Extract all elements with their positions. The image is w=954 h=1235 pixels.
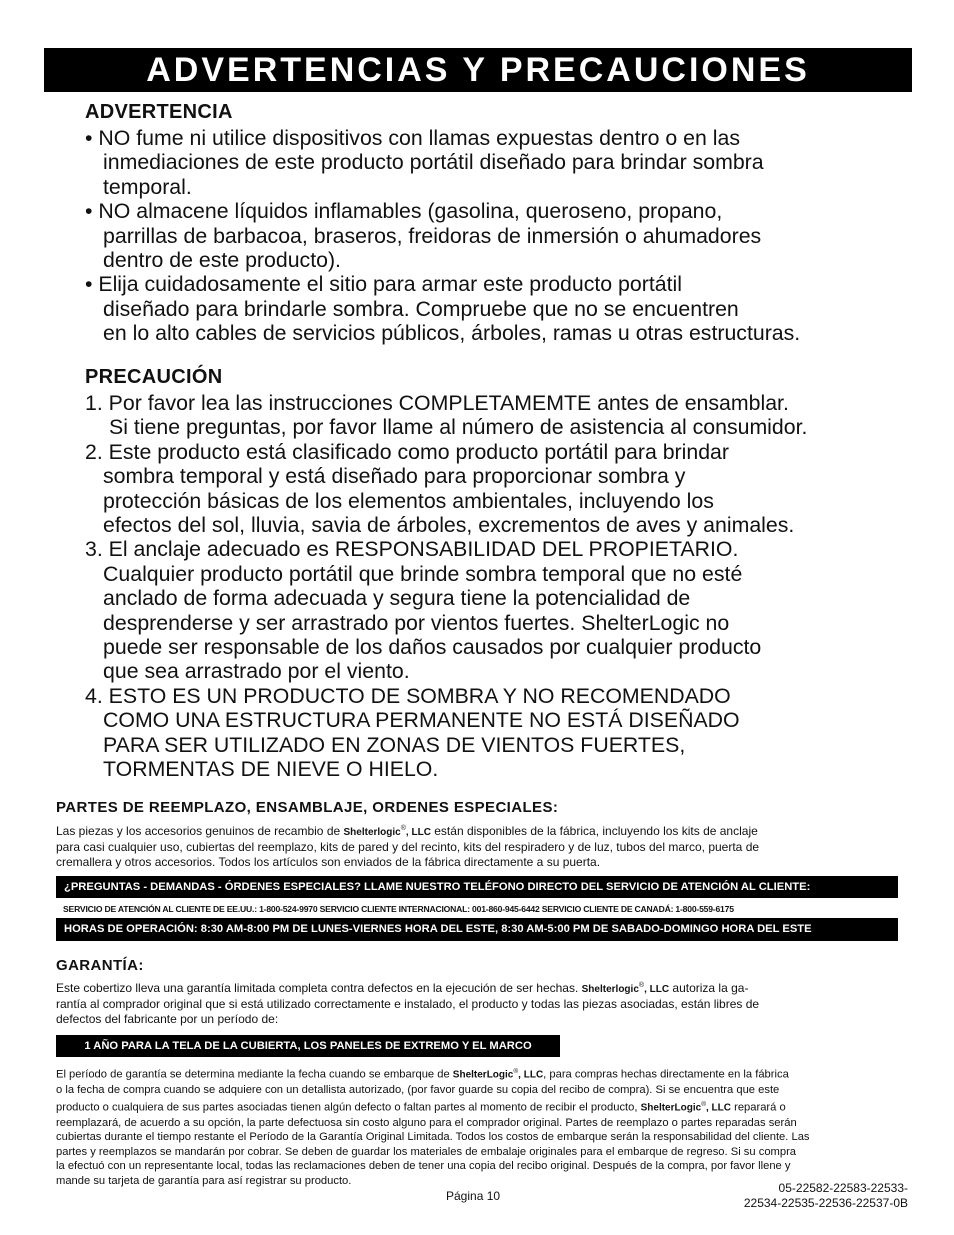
garantia-line: Este cobertizo lleva una garantía limitada completa contra defectos en la ejecución de ser hechas. Shelterlogic®, LLC autoriza la ga- xyxy=(56,981,749,995)
precaucion-list xyxy=(85,391,807,782)
garantia-heading: GARANTÍA: xyxy=(56,957,144,974)
precaucion-line: Cualquier producto portátil que brinde sombra temporal que no esté xyxy=(103,561,743,586)
product-code xyxy=(744,1181,908,1211)
precaucion-line: COMO UNA ESTRUCTURA PERMANENTE NO ESTÁ DISEÑADO xyxy=(103,708,740,733)
policy-line: mande su tarjeta de garantía para así registrar su producto. xyxy=(56,1174,352,1187)
precaucion-line: TORMENTAS DE NIEVE O HIELO. xyxy=(103,757,439,782)
service-phones: SERVICIO DE ATENCIÓN AL CLIENTE DE EE.UU.: 1-800-524-9970 SERVICIO CLIENTE INTERNACIONAL: 001-860-945-6442 SERVICIO CLIENTE DE CANADÁ: 1-800-559-6175 xyxy=(63,904,734,914)
precaucion-line: puede ser responsable de los daños causados por cualquier producto xyxy=(103,635,762,660)
page-banner: ADVERTENCIAS Y PRECAUCIONES xyxy=(44,48,912,92)
advertencia-heading: ADVERTENCIA xyxy=(85,101,233,123)
advertencia-line: temporal. xyxy=(103,174,192,199)
hours-bar: HORAS DE OPERACIÓN: 8:30 AM-8:00 PM DE LUNES-VIERNES HORA DEL ESTE, 8:30 AM-5:00 PM DE SABADO-DOMINGO HORA DEL ESTE xyxy=(56,918,898,941)
questions-bar: ¿PREGUNTAS - DEMANDAS - ÓRDENES ESPECIALES? LLAME NUESTRO TELÉFONO DIRECTO DEL SERVICIO DE ATENCIÓN AL CLIENTE: xyxy=(56,876,898,898)
warranty-term-bar: 1 AÑO PARA LA TELA DE LA CUBIERTA, LOS PANELES DE EXTREMO Y EL MARCO xyxy=(56,1035,560,1057)
advertencia-line: inmediaciones de este producto portátil diseñado para brindar sombra xyxy=(103,150,764,175)
advertencia-list xyxy=(85,126,800,346)
precaucion-line: efectos del sol, lluvia, savia de árboles, excrementos de aves y animales. xyxy=(103,513,795,538)
product-code-line: 22534-22535-22536-22537-0B xyxy=(743,1196,908,1210)
advertencia-line: • NO fume ni utilice dispositivos con llamas expuestas dentro o en las xyxy=(85,126,740,150)
partes-heading: PARTES DE REEMPLAZO, ENSAMBLAJE, ORDENES ESPECIALES: xyxy=(56,799,559,816)
advertencia-line: • NO almacene líquidos inflamables (gasolina, queroseno, propano, xyxy=(85,199,723,224)
partes-line: cremallera y otros accesorios. Todos los artículos son enviados de la fábrica directamente a su puerta. xyxy=(56,855,601,869)
advertencia-line: diseñado para brindarle sombra. Compruebe que no se encuentren xyxy=(103,296,739,321)
partes-paragraph xyxy=(56,821,896,870)
precaucion-line: anclado de forma adecuada y segura tiene la potencialidad de xyxy=(103,586,691,611)
precaucion-line: sombra temporal y está diseñado para proporcionar sombra y xyxy=(103,464,686,489)
product-code-line: 05-22582-22583-22533- xyxy=(778,1181,908,1195)
precaucion-line: PARA SER UTILIZADO EN ZONAS DE VIENTOS FUERTES, xyxy=(103,732,686,757)
page-number: Página 10 xyxy=(446,1189,501,1203)
garantia-line: rantía al comprador original que si está utilizado correctamente e instalado, el producto y todas las piezas asociadas, están libres de xyxy=(56,997,760,1011)
policy-line: El período de garantía se determina mediante la fecha cuando se embarque de ShelterLogic®, LLC, para compras hechas directamente en la fábrica xyxy=(56,1068,789,1081)
policy-line: producto o cualquiera de sus partes asociadas tienen algún defecto o faltan partes al momento de recibir el producto, ShelterLogic®, LLC reparará o xyxy=(56,1100,786,1114)
partes-line: Las piezas y los accesorios genuinos de recambio de Shelterlogic®, LLC están disponibles de la fábrica, incluyendo los kits de anclaje xyxy=(56,824,758,838)
policy-line: o la fecha de compra cuando se adquiere con un detallista autorizado, (por favor guarde su copia del recibo de compra). Si se encuentra que este xyxy=(56,1084,780,1097)
advertencia-line: en lo alto cables de servicios públicos, árboles, ramas u otras estructuras. xyxy=(103,321,801,346)
precaucion-line: desprenderse y ser arrastrado por vientos fuertes. ShelterLogic no xyxy=(103,610,730,635)
garantia-line: defectos del fabricante por un período de: xyxy=(56,1012,279,1026)
policy-line: reemplazará, de acuerdo a su opción, la parte defectuosa sin costo alguno para el comprador original. Partes de reemplazo o partes reparadas serán xyxy=(56,1116,797,1129)
precaucion-line: 2. Este producto está clasificado como producto portátil para brindar xyxy=(85,439,729,464)
partes-line: para casi cualquier uso, cubiertas del reemplazo, kits de pared y del recinto, kits del respiradero y de luz, tubos del marco, puerta de xyxy=(56,840,760,854)
advertencia-line: parrillas de barbacoa, braseros, freidoras de inmersión o ahumadores xyxy=(103,223,762,248)
garantia-paragraph xyxy=(56,978,896,1027)
policy-line: partes y reemplazos se mandarán por cobrar. Se deben de guardar los materiales de embalaje originales para el embarque de regreso. Si su compra xyxy=(56,1145,797,1158)
precaucion-line: protección básicas de los elementos ambientales, incluyendo los xyxy=(103,488,714,513)
precaucion-line: que sea arrastrado por el viento. xyxy=(103,659,410,684)
precaucion-line: 4. ESTO ES UN PRODUCTO DE SOMBRA Y NO RECOMENDADO xyxy=(85,683,731,708)
precaucion-line: 3. El anclaje adecuado es RESPONSABILIDAD DEL PROPIETARIO. xyxy=(85,537,739,562)
policy-line: cubiertas durante el tiempo restante el Período de la Garantía Original Limitada. Todos los costos de embarque serán la responsabilidad del cliente. Las xyxy=(56,1131,810,1144)
precaucion-line: 1. Por favor lea las instrucciones COMPLETAMEMTE antes de ensamblar. xyxy=(85,391,789,415)
warranty-policy xyxy=(56,1065,906,1188)
advertencia-line: • Elija cuidadosamente el sitio para armar este producto portátil xyxy=(85,272,682,297)
policy-line: la efectuó con un representante local, todas las reclamaciones deben de tener una copia del recibo original. Después de la compra, por favor llene y xyxy=(56,1160,791,1173)
precaucion-heading: PRECAUCIÓN xyxy=(85,366,223,388)
advertencia-line: dentro de este producto). xyxy=(103,248,341,273)
precaucion-line: Si tiene preguntas, por favor llame al número de asistencia al consumidor. xyxy=(109,415,808,440)
